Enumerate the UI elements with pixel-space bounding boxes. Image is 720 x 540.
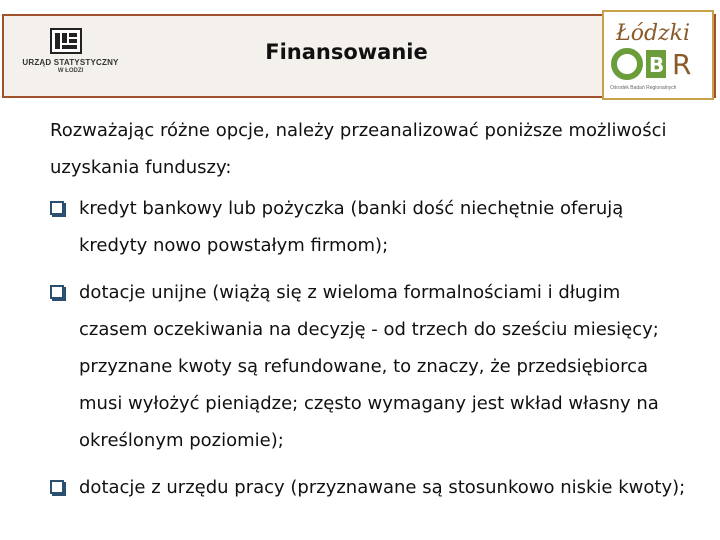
us-logo (18, 28, 123, 78)
intro-text: Rozważając różne opcje, należy przeanalizować poniższe możliwości uzyskania funduszy: (50, 120, 667, 178)
list-item-text: dotacje z urzędu pracy (przyznawane są stosunkowo niskie kwoty); (79, 477, 686, 498)
list-item-text: dotacje unijne (wiążą się z wieloma formalnościami i długim czasem oczekiwania na decyzję - od trzech do sześciu miesięcy; przyznane kwoty są refundowane, to znaczy, że przedsiębiorca musi wyłożyć pieniądze; często wymagany jest wkład własny na określonym poziomie); (79, 282, 659, 451)
list-item (50, 190, 690, 264)
checkbox-bullet-icon (50, 201, 64, 215)
list-item-text: kredyt bankowy lub pożyczka (banki dość niechętnie oferują kredyty nowo powstałym firmom); (79, 198, 624, 256)
us-logo-icon (50, 28, 82, 54)
list-item (50, 274, 690, 459)
obr-logo-tagline: Ośrodek Badań Regionalnych (610, 85, 677, 91)
svg-text:Łódzki: Łódzki (616, 21, 691, 46)
us-logo-line1: URZĄD STATYSTYCZNY (22, 58, 119, 67)
slide-content (50, 112, 690, 516)
checkbox-bullet-icon (50, 480, 64, 494)
obr-logo (602, 10, 714, 100)
list-item (50, 469, 690, 506)
slide-title: Finansowanie (265, 40, 428, 64)
svg-text:R: R (672, 48, 692, 81)
svg-text:B: B (649, 53, 665, 77)
us-logo-line2: W ŁODZI (57, 68, 84, 74)
checkbox-bullet-icon (50, 285, 64, 299)
slide-header (2, 14, 716, 98)
bullet-list (50, 190, 690, 506)
